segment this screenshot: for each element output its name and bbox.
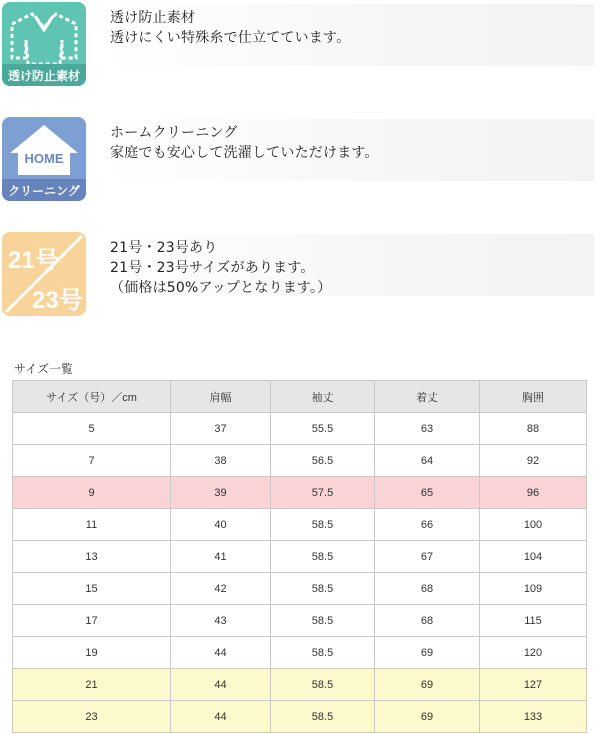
home-icon-label: クリーニング [8, 184, 80, 198]
cell: 58.5 [271, 669, 375, 701]
table-row [13, 605, 587, 637]
header-body-length: 着丈 [375, 381, 480, 413]
cell: 69 [375, 701, 480, 733]
cell: 37 [171, 413, 271, 445]
cell: 88 [480, 413, 587, 445]
cell: 11 [13, 509, 171, 541]
cell: 63 [375, 413, 480, 445]
size-badge-top: 21号 [8, 247, 59, 274]
cell: 57.5 [271, 477, 375, 509]
cell: 17 [13, 605, 171, 637]
cell: 23 [13, 701, 171, 733]
cell: 58.5 [271, 701, 375, 733]
cell: 41 [171, 541, 271, 573]
cell: 55.5 [271, 413, 375, 445]
cell: 58.5 [271, 509, 375, 541]
header-chest: 胸囲 [480, 381, 587, 413]
cell: 43 [171, 605, 271, 637]
size-table [12, 380, 587, 733]
home-icon-text: HOME [24, 151, 64, 166]
cell: 92 [480, 445, 587, 477]
cell: 58.5 [271, 637, 375, 669]
size-badge-bottom: 23号 [32, 287, 83, 314]
cell: 58.5 [271, 605, 375, 637]
cell: 58.5 [271, 541, 375, 573]
feature-description: 透けにくい特殊糸で仕立てています。 [110, 30, 351, 46]
feature-title: 透け防止素材 [110, 10, 196, 26]
cell: 127 [480, 669, 587, 701]
cell: 56.5 [271, 445, 375, 477]
feature-title: 21号・23号あり [110, 240, 218, 256]
cell: 115 [480, 605, 587, 637]
cell: 68 [375, 573, 480, 605]
size-table-title: サイズ一覧 [14, 362, 74, 376]
table-row [13, 509, 587, 541]
feature-see-through-prevention [0, 0, 600, 90]
cell: 7 [13, 445, 171, 477]
cell: 21 [13, 669, 171, 701]
cell: 19 [13, 637, 171, 669]
cell: 66 [375, 509, 480, 541]
header-shoulder-width: 肩幅 [171, 381, 271, 413]
cell: 67 [375, 541, 480, 573]
cell: 40 [171, 509, 271, 541]
table-row [13, 637, 587, 669]
cell: 15 [13, 573, 171, 605]
cell: 109 [480, 573, 587, 605]
cell: 133 [480, 701, 587, 733]
feature-description: 家庭でも安心して洗濯していただけます。 [110, 145, 379, 161]
cell: 65 [375, 477, 480, 509]
feature-home-cleaning [0, 115, 600, 205]
cell: 58.5 [271, 573, 375, 605]
table-row-highlighted [13, 669, 587, 701]
header-sleeve-length: 袖丈 [271, 381, 375, 413]
cell: 64 [375, 445, 480, 477]
cell: 68 [375, 605, 480, 637]
table-row-highlighted [13, 477, 587, 509]
table-row [13, 573, 587, 605]
cell: 69 [375, 637, 480, 669]
table-row [13, 541, 587, 573]
cell: 96 [480, 477, 587, 509]
cell: 100 [480, 509, 587, 541]
cell: 44 [171, 637, 271, 669]
cell: 9 [13, 477, 171, 509]
table-row-highlighted [13, 701, 587, 733]
cell: 44 [171, 701, 271, 733]
cell: 69 [375, 669, 480, 701]
cell: 39 [171, 477, 271, 509]
header-size: サイズ（号）／cm [13, 381, 171, 413]
cell: 13 [13, 541, 171, 573]
feature-note: （価格は50%アップとなります。） [110, 280, 332, 296]
size-table-header-row [13, 381, 587, 413]
feature-large-sizes [0, 230, 600, 320]
size-badge-icon [2, 232, 86, 316]
feature-description: 21号・23号サイズがあります。 [110, 260, 315, 276]
table-row [13, 445, 587, 477]
cell: 42 [171, 573, 271, 605]
feature-title: ホームクリーニング [110, 125, 238, 141]
shirt-icon [2, 2, 86, 86]
cell: 44 [171, 669, 271, 701]
shirt-icon-label: 透け防止素材 [7, 69, 81, 83]
home-icon [2, 117, 86, 201]
cell: 120 [480, 637, 587, 669]
cell: 5 [13, 413, 171, 445]
cell: 38 [171, 445, 271, 477]
cell: 104 [480, 541, 587, 573]
table-row [13, 413, 587, 445]
